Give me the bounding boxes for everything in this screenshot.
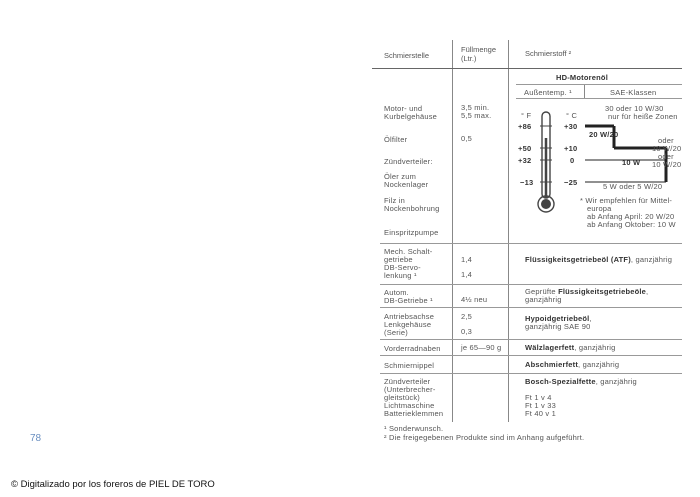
celsius-label: ° C [566,111,578,120]
header-lubrication-point: Schmierstelle [384,51,430,60]
sae-classes-label: SAE-Klassen [610,88,657,97]
row-divider [380,307,682,308]
bosch-grease-code: Ft 1 v 33 [525,401,556,410]
distributor-label: Zündverteiler: [384,157,433,166]
footnote-1: ¹ Sonderwunsch. [384,424,444,433]
hd-oil-title: HD-Motorenöl [556,73,608,82]
chassis-grease [525,360,619,369]
auto-gearbox-label: DB-Getriebe ¹ [384,296,433,305]
felt-label: Nockenbohrung [384,204,440,213]
atf-name: Flüssigkeitsgetriebeöl (ATF) [525,255,631,264]
celsius-tick: +30 [564,122,578,131]
auto-gearbox-qty: 4½ neu [461,295,488,304]
wheel-hub-qty: je 65—90 g [461,343,502,352]
drive-axle-qty: 2,5 [461,312,473,321]
celsius-tick: +10 [564,144,578,153]
chassis-grease-name: Abschmierfett [525,360,579,369]
hypoid-name: Hypoidgetriebeöl [525,314,590,323]
header-fill-unit: (Ltr.) [461,54,477,63]
bosch-grease-name: Bosch-Spezialfette [525,377,596,386]
ambient-temp-label: Außentemp. ¹ [524,88,572,97]
bosch-point-label: Lichtmaschine [384,401,435,410]
bosch-point-label: Batterieklemmen [384,409,444,418]
auto-gearbox-lub-pre: Geprüfte [525,287,559,296]
recommendation-note: * Wir empfehlen für Mittel- [580,196,673,205]
oiler-label: Nockenlager [384,180,429,189]
oiler-label: Öler zum [384,172,417,181]
celsius-tick: −25 [564,178,578,187]
row-divider [380,284,682,285]
bosch-grease-code: Ft 40 v 1 [525,409,556,418]
bosch-grease-code: Ft 1 v 4 [525,393,552,402]
felt-label: Filz in [384,196,405,205]
steering-box-label: Lenkgehäuse [384,320,432,329]
fahrenheit-tick: +50 [518,144,532,153]
sae-5w-label: 5 W oder 5 W/20 [603,182,663,191]
or-label: oder [658,152,674,161]
or-label: oder [658,136,674,145]
bearing-grease [525,343,615,352]
bearing-grease-season: , ganzjährig [574,343,616,352]
auto-gearbox-lub-post: , [646,287,649,296]
hypoid-post: , [589,314,592,323]
engine-label: Kurbelgehäuse [384,112,438,121]
chassis-grease-season: , ganzjährig [578,360,620,369]
page-number: 78 [30,433,42,444]
atf-season: , ganzjährig [630,255,673,264]
sae-10w20-label: 10 W/20 [652,160,682,169]
atf-lubricant [525,255,672,264]
fahrenheit-label: ° F [521,111,532,120]
engine-qty: 3,5 min. [461,103,490,112]
footnote-2: ² Die freigegebenen Produkte sind im Anhang aufgeführt. [384,433,585,442]
bosch-grease [525,377,637,386]
manual-gearbox-label: getriebe [384,255,413,264]
column-divider-2 [508,40,509,422]
servo-steering-label: lenkung ¹ [384,271,417,280]
manual-gearbox-qty: 1,4 [461,255,473,264]
recommendation-note: ab Anfang Oktober: 10 W [587,220,676,229]
bosch-grease-season: , ganzjährig [595,377,637,386]
fahrenheit-tick: +86 [518,122,532,131]
fahrenheit-tick: −13 [520,178,534,187]
recommendation-note: ab Anfang April: 20 W/20 [587,212,675,221]
steering-box-label: (Serie) [384,328,408,337]
header-divider [372,68,682,69]
hypoid-season: ganzjährig SAE 90 [525,322,591,331]
row-divider [380,373,682,374]
fahrenheit-tick: +32 [518,156,532,165]
oil-filter-label: Ölfilter [384,135,408,144]
grease-nipple-label: Schmiernippel [384,361,435,370]
column-divider-1 [452,40,453,422]
recommendation-note: europa [587,204,612,213]
servo-steering-qty: 1,4 [461,270,473,279]
row-divider [380,243,682,244]
drive-axle-label: Antriebsachse [384,312,435,321]
row-divider [380,355,682,356]
header-lubricant: Schmierstoff ² [525,49,572,58]
sae-10w-label: 10 W [622,158,641,167]
engine-qty: 5,5 max. [461,111,492,120]
steering-box-qty: 0,3 [461,327,473,336]
bosch-point-label: gleitstück) [384,393,420,402]
celsius-tick: 0 [570,156,575,165]
bosch-point-label: Zündverteiler [384,377,431,386]
sae-10w20-label: 10 W/20 [652,144,682,153]
header-fill-quantity: Füllmenge [461,45,497,54]
engine-label: Motor- und [384,104,423,113]
sae-30-note: nur für heiße Zonen [608,112,678,121]
sae-30-label: 30 oder 10 W/30 [605,104,664,113]
servo-steering-label: DB-Servo- [384,263,421,272]
hd-title-divider [516,84,682,85]
bosch-point-label: (Unterbrecher- [384,385,436,394]
auto-gearbox-season: ganzjährig [525,295,562,304]
copyright-footer: © Digitalizado por los foreros de PIEL DE TORO [11,479,215,490]
sae-20w20-label: 20 W/20 [589,130,619,139]
auto-gearbox-label: Autom. [384,288,409,297]
hd-sub-divider [516,98,682,99]
auto-gearbox-lub-name: Flüssigkeitsgetriebeöle [558,287,647,296]
manual-gearbox-label: Mech. Schalt- [384,247,433,256]
bearing-grease-name: Wälzlagerfett [525,343,575,352]
hd-subcolumn-divider [584,85,585,98]
injection-pump-label: Einspritzpumpe [384,228,439,237]
wheel-hub-label: Vorderradnaben [384,344,441,353]
row-divider [380,339,682,340]
oil-filter-qty: 0,5 [461,134,473,143]
